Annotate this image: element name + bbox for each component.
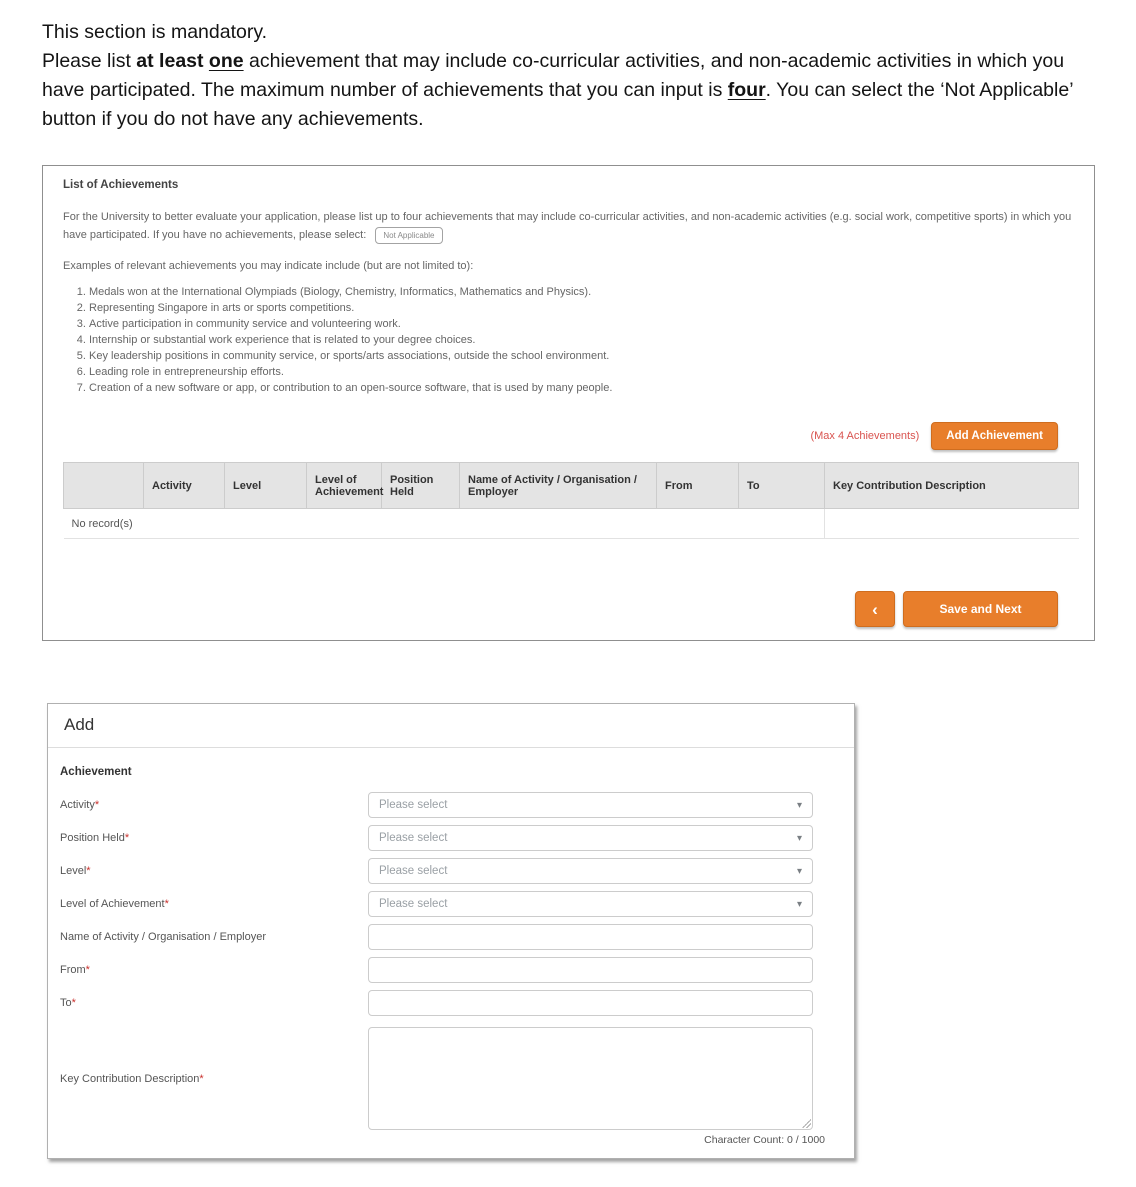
form-row-key-contribution — [60, 1027, 842, 1130]
table-header-key-contribution: Key Contribution Description — [825, 463, 1079, 509]
required-marker: * — [71, 997, 76, 1009]
no-records-cell: No record(s) — [64, 509, 825, 539]
form-row-activity — [60, 792, 842, 818]
dialog-title: Add — [64, 715, 95, 734]
select-placeholder: Please select — [379, 898, 448, 910]
intro-seg-bold-underline: one — [208, 50, 244, 72]
example-item: 5. Key leadership positions in community service, or sports/arts associations, outside the school environment. — [89, 348, 1074, 364]
intro-text — [42, 18, 1100, 134]
select-placeholder: Please select — [379, 832, 448, 844]
resize-handle-icon[interactable] — [801, 1118, 811, 1128]
intro-paragraph — [42, 47, 1100, 134]
from-input[interactable] — [368, 957, 813, 983]
level-select[interactable] — [368, 858, 813, 884]
character-count: Character Count: 0 / 1000 — [704, 1134, 825, 1146]
achievements-table — [63, 462, 1079, 539]
add-achievement-dialog — [47, 703, 855, 1159]
table-header-level: Level — [225, 463, 307, 509]
label-text: Name of Activity / Organisation / Employer — [60, 931, 267, 943]
examples-intro: Examples of relevant achievements you may indicate include (but are not limited to): — [63, 260, 474, 272]
example-item: 6. Leading role in entrepreneurship efforts. — [89, 364, 1074, 380]
label-text: Position Held — [60, 832, 125, 844]
add-achievement-button[interactable]: Add Achievement — [931, 422, 1058, 450]
activity-select[interactable] — [368, 792, 813, 818]
intro-seg: Please list — [42, 50, 137, 72]
save-and-next-button[interactable]: Save and Next — [903, 591, 1058, 627]
form-row-name-of-activity — [60, 924, 842, 950]
label-text: From — [60, 964, 86, 976]
intro-seg: . You can select the ‘Not Applicable’ button if you do not have any achievements. — [42, 79, 1073, 130]
max-achievements-note: (Max 4 Achievements) — [810, 430, 920, 442]
level-of-achievement-label — [60, 898, 368, 910]
required-marker: * — [164, 898, 169, 910]
dialog-body — [48, 748, 854, 1146]
level-label — [60, 865, 368, 877]
key-contribution-label — [60, 1073, 368, 1085]
chevron-down-icon: ▾ — [796, 865, 802, 877]
key-contribution-textarea[interactable] — [368, 1027, 813, 1130]
table-header-name-of-activity: Name of Activity / Organisation / Employer — [460, 463, 657, 509]
position-held-label — [60, 832, 368, 844]
intro-seg: achievement that may include co-curricular activities, and non-academic activities in which you have participated. The maximum number of achievements that you can input is — [42, 50, 1065, 101]
examples-list — [63, 284, 1074, 396]
form-row-from — [60, 957, 842, 983]
name-of-activity-label — [60, 931, 368, 943]
intro-seg-bold-underline: four — [727, 79, 766, 101]
activity-label — [60, 799, 368, 811]
example-item: 7. Creation of a new software or app, or contribution to an open-source software, that is used by many people. — [89, 380, 1074, 396]
label-text: To — [60, 997, 72, 1009]
panel-footer-actions — [63, 591, 1074, 627]
list-of-achievements-panel — [42, 165, 1095, 641]
dialog-header — [48, 704, 854, 748]
chevron-down-icon: ▾ — [796, 898, 802, 910]
intro-seg-bold: at least — [136, 50, 209, 72]
back-button[interactable] — [855, 591, 895, 627]
panel-description — [63, 208, 1074, 244]
label-text: Activity — [60, 799, 95, 811]
position-held-select[interactable] — [368, 825, 813, 851]
to-input[interactable] — [368, 990, 813, 1016]
chevron-down-icon: ▾ — [796, 799, 802, 811]
example-item: 1. Medals won at the International Olympiads (Biology, Chemistry, Informatics, Mathematics and Physics). — [89, 284, 1074, 300]
select-placeholder: Please select — [379, 799, 448, 811]
panel-title: List of Achievements — [63, 179, 179, 191]
not-applicable-button[interactable]: Not Applicable — [375, 227, 442, 244]
from-label — [60, 964, 368, 976]
table-header-activity: Activity — [144, 463, 225, 509]
required-marker: * — [85, 964, 90, 976]
section-title: Achievement — [60, 766, 132, 778]
table-header-level-of-achievement: Level of Achievement — [307, 463, 382, 509]
level-of-achievement-select[interactable] — [368, 891, 813, 917]
table-header-from: From — [657, 463, 739, 509]
example-item: 2. Representing Singapore in arts or sports competitions. — [89, 300, 1074, 316]
label-text: Level of Achievement — [60, 898, 165, 910]
chevron-down-icon: ▾ — [796, 832, 802, 844]
form-row-level — [60, 858, 842, 884]
table-header-to: To — [739, 463, 825, 509]
form-row-to — [60, 990, 842, 1016]
name-of-activity-input[interactable] — [368, 924, 813, 950]
table-empty-row — [64, 509, 1079, 539]
intro-line-1 — [42, 18, 1100, 47]
label-text: Level — [60, 865, 87, 877]
panel-description-text: For the University to better evaluate your application, please list up to four achievements that may include co-curricular activities, and non-academic activities (e.g. social work, competitive sports) in which you have participated. If you have no achievements, please select: — [63, 211, 1072, 241]
required-marker: * — [124, 832, 130, 844]
chevron-left-icon: ‹ — [872, 599, 878, 619]
select-placeholder: Please select — [379, 865, 448, 877]
example-item: 3. Active participation in community service and volunteering work. — [89, 316, 1074, 332]
label-text: Key Contribution Description — [60, 1072, 200, 1085]
required-marker: * — [94, 799, 100, 811]
intro-line-1-text: This section is mandatory. — [42, 21, 268, 43]
table-header-position-held: Position Held — [382, 463, 460, 509]
to-label — [60, 997, 368, 1009]
form-row-position-held — [60, 825, 842, 851]
empty-cell — [825, 509, 1079, 539]
table-header-actions — [64, 463, 144, 509]
example-item: 4. Internship or substantial work experience that is related to your degree choices. — [89, 332, 1074, 348]
table-header-row — [64, 463, 1079, 509]
form-row-level-of-achievement — [60, 891, 842, 917]
required-marker: * — [199, 1072, 204, 1085]
required-marker: * — [86, 865, 91, 877]
table-actions-row — [63, 422, 1074, 450]
key-contribution-textarea-wrap — [368, 1027, 813, 1130]
